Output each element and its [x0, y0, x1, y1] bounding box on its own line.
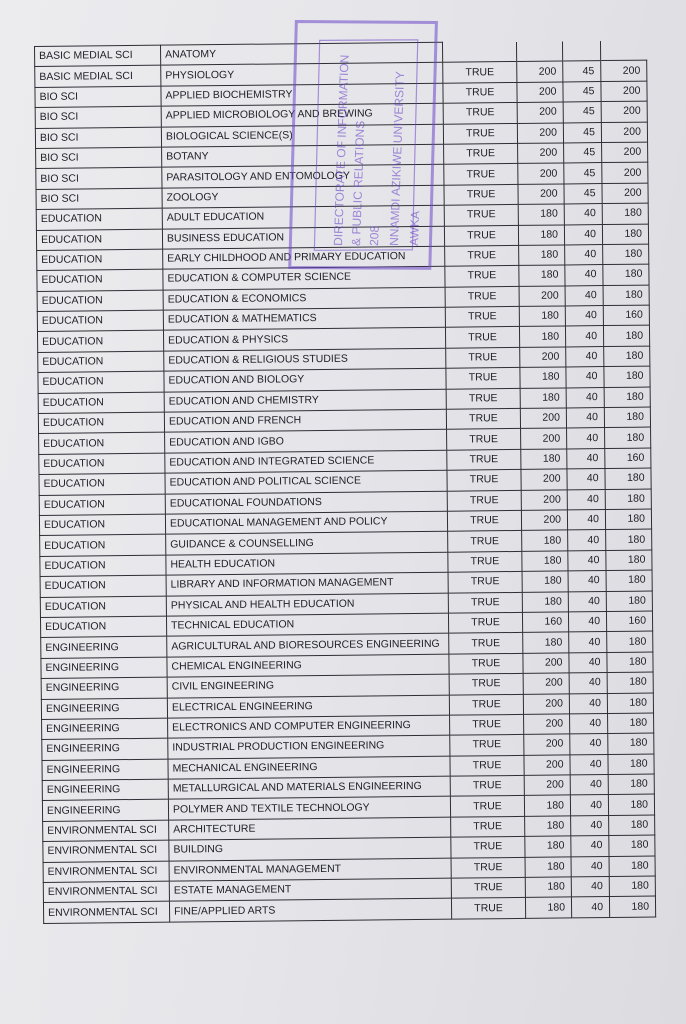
value-cell: 200: [519, 286, 565, 307]
stamp-text-line: NNAMDI AZIKIWE UNIVERSITY: [387, 71, 408, 247]
flag-cell: TRUE: [448, 612, 522, 633]
value-cell: 180: [604, 366, 650, 387]
value-cell: 200: [523, 673, 569, 694]
department-cell: EARLY CHILDHOOD AND PRIMARY EDUCATION: [163, 246, 445, 269]
department-cell: EDUCATION & COMPUTER SCIENCE: [163, 267, 445, 290]
flag-cell: TRUE: [443, 82, 517, 103]
flag-cell: TRUE: [449, 694, 523, 715]
value-cell: 40: [566, 408, 604, 429]
flag-cell: TRUE: [451, 877, 525, 898]
value-cell: 40: [570, 795, 608, 816]
faculty-cell: ENGINEERING: [42, 779, 168, 801]
value-cell: 200: [520, 408, 566, 429]
faculty-cell: ENGINEERING: [42, 800, 168, 822]
flag-cell: TRUE: [445, 307, 519, 328]
value-cell: 180: [606, 550, 652, 571]
faculty-cell: EDUCATION: [38, 392, 164, 414]
faculty-cell: BIO SCI: [36, 168, 162, 190]
value-cell: 45: [563, 61, 601, 82]
flag-cell: TRUE: [445, 286, 519, 307]
value-cell: 40: [570, 775, 608, 796]
flag-cell: TRUE: [444, 164, 518, 185]
faculty-cell: EDUCATION: [37, 249, 163, 271]
faculty-cell: ENVIRONMENTAL SCI: [43, 902, 169, 924]
value-cell: 40: [571, 877, 609, 898]
department-cell: HEALTH EDUCATION: [166, 552, 448, 575]
flag-cell: TRUE: [444, 205, 518, 226]
value-cell: 180: [608, 713, 654, 734]
value-cell: 40: [568, 571, 606, 592]
value-cell: 40: [567, 489, 605, 510]
value-cell: 180: [522, 530, 568, 551]
faculty-cell: EDUCATION: [38, 351, 164, 373]
value-cell: 40: [565, 265, 603, 286]
value-cell: 200: [517, 123, 563, 144]
value-cell: 200: [523, 693, 569, 714]
value-cell: 40: [567, 448, 605, 469]
faculty-cell: EDUCATION: [36, 229, 162, 251]
value-cell: 180: [522, 551, 568, 572]
flag-cell: TRUE: [447, 490, 521, 511]
value-cell: 180: [609, 896, 655, 917]
department-cell: INDUSTRIAL PRODUCTION ENGINEERING: [168, 735, 450, 758]
value-cell: 180: [523, 632, 569, 653]
value-cell: 200: [601, 81, 647, 102]
value-cell: 180: [520, 388, 566, 409]
faculty-cell: ENVIRONMENTAL SCI: [43, 881, 169, 903]
department-cell: BOTANY: [162, 144, 444, 167]
flag-cell: TRUE: [444, 143, 518, 164]
value-cell: 40: [571, 836, 609, 857]
value-cell: 40: [566, 367, 604, 388]
department-cell: TECHNICAL EDUCATION: [166, 613, 448, 636]
value-cell: 45: [563, 122, 601, 143]
value-cell: 200: [524, 775, 570, 796]
department-cell: PARASITOLOGY AND ENTOMOLOGY: [162, 165, 444, 188]
value-cell: 40: [568, 591, 606, 612]
value-cell: 200: [517, 82, 563, 103]
department-cell: EDUCATION AND CHEMISTRY: [164, 389, 446, 412]
department-cell: PHYSIOLOGY: [161, 63, 443, 86]
flag-cell: TRUE: [448, 551, 522, 572]
faculty-cell: ENGINEERING: [42, 738, 168, 760]
value-cell: 40: [567, 428, 605, 449]
faculty-cell: ENGINEERING: [41, 636, 167, 658]
department-cell: LIBRARY AND INFORMATION MANAGEMENT: [166, 572, 448, 595]
value-cell: 45: [564, 163, 602, 184]
value-cell: 200: [601, 60, 647, 81]
faculty-cell: EDUCATION: [37, 290, 163, 312]
value-cell: 180: [519, 326, 565, 347]
department-cell: BUILDING: [169, 837, 451, 860]
value-cell: 40: [571, 856, 609, 877]
value-cell: 180: [607, 693, 653, 714]
value-cell: 180: [609, 835, 655, 856]
value-cell: 180: [518, 224, 564, 245]
department-cell: ZOOLOGY: [162, 185, 444, 208]
department-cell: POLYMER AND TEXTILE TECHNOLOGY: [168, 797, 450, 820]
faculty-cell: BIO SCI: [36, 147, 162, 169]
value-cell: 200: [521, 428, 567, 449]
department-cell: ELECTRONICS AND COMPUTER ENGINEERING: [168, 715, 450, 738]
flag-cell: TRUE: [445, 266, 519, 287]
value-cell: 180: [603, 264, 649, 285]
value-cell: 160: [606, 611, 652, 632]
department-cell: AGRICULTURAL AND BIORESOURCES ENGINEERING: [167, 634, 449, 657]
value-cell: 40: [569, 673, 607, 694]
department-cell: EDUCATION & PHYSICS: [163, 328, 445, 351]
value-cell: 180: [605, 427, 651, 448]
department-cell: EDUCATION AND BIOLOGY: [164, 368, 446, 391]
value-cell: 180: [606, 570, 652, 591]
value-cell: 180: [608, 754, 654, 775]
value-cell: 200: [521, 510, 567, 531]
flag-cell: [442, 41, 516, 62]
value-cell: 180: [604, 387, 650, 408]
faculty-cell: EDUCATION: [37, 269, 163, 291]
faculty-cell: EDUCATION: [40, 616, 166, 638]
value-cell: 180: [519, 306, 565, 327]
department-cell: ARCHITECTURE: [169, 817, 451, 840]
value-cell: 180: [607, 652, 653, 673]
faculty-cell: EDUCATION: [40, 555, 166, 577]
value-cell: 180: [524, 795, 570, 816]
value-cell: 40: [570, 713, 608, 734]
department-cell: EDUCATIONAL FOUNDATIONS: [165, 491, 447, 514]
flag-cell: TRUE: [443, 62, 517, 83]
value-cell: 180: [608, 774, 654, 795]
value-cell: 180: [518, 204, 564, 225]
value-cell: 200: [520, 347, 566, 368]
value-cell: 200: [602, 162, 648, 183]
admission-table-wrapper: [34, 40, 655, 924]
department-cell: EDUCATION AND INTEGRATED SCIENCE: [165, 450, 447, 473]
faculty-cell: ENVIRONMENTAL SCI: [43, 861, 169, 883]
value-cell: 200: [524, 714, 570, 735]
value-cell: 180: [525, 857, 571, 878]
value-cell: 200: [601, 122, 647, 143]
value-cell: [516, 41, 562, 62]
stamp-text-line: & PUBLIC RELATIONS: [349, 120, 368, 247]
faculty-cell: BIO SCI: [35, 127, 161, 149]
stamp-text-line: AWKA: [407, 210, 423, 247]
flag-cell: TRUE: [450, 755, 524, 776]
flag-cell: TRUE: [448, 531, 522, 552]
faculty-cell: EDUCATION: [39, 514, 165, 536]
faculty-cell: ENGINEERING: [41, 677, 167, 699]
faculty-cell: ENVIRONMENTAL SCI: [43, 840, 169, 862]
value-cell: 180: [605, 509, 651, 530]
department-cell: MECHANICAL ENGINEERING: [168, 756, 450, 779]
value-cell: 160: [605, 448, 651, 469]
department-cell: EDUCATION AND POLITICAL SCIENCE: [165, 470, 447, 493]
value-cell: 200: [523, 653, 569, 674]
value-cell: 180: [606, 591, 652, 612]
value-cell: 40: [566, 346, 604, 367]
department-cell: APPLIED BIOCHEMISTRY: [161, 83, 443, 106]
value-cell: 180: [602, 224, 648, 245]
value-cell: 45: [564, 143, 602, 164]
value-cell: 40: [569, 632, 607, 653]
department-cell: APPLIED MICROBIOLOGY AND BREWING: [161, 103, 443, 126]
value-cell: 180: [608, 733, 654, 754]
flag-cell: TRUE: [444, 225, 518, 246]
value-cell: 180: [522, 591, 568, 612]
flag-cell: TRUE: [445, 327, 519, 348]
department-cell: ANATOMY: [160, 42, 442, 65]
value-cell: 40: [567, 510, 605, 531]
value-cell: 180: [603, 244, 649, 265]
flag-cell: TRUE: [443, 103, 517, 124]
faculty-cell: BASIC MEDIAL SCI: [35, 66, 161, 88]
flag-cell: TRUE: [451, 816, 525, 837]
department-cell: ESTATE MANAGEMENT: [169, 878, 451, 901]
flag-cell: TRUE: [449, 674, 523, 695]
faculty-cell: EDUCATION: [39, 453, 165, 475]
faculty-cell: EDUCATION: [40, 596, 166, 618]
value-cell: 180: [603, 326, 649, 347]
value-cell: 200: [517, 61, 563, 82]
value-cell: 180: [520, 367, 566, 388]
flag-cell: TRUE: [445, 245, 519, 266]
department-cell: ADULT EDUCATION: [162, 205, 444, 228]
flag-cell: TRUE: [446, 347, 520, 368]
admission-table: [34, 40, 656, 924]
flag-cell: TRUE: [451, 837, 525, 858]
flag-cell: TRUE: [451, 898, 525, 919]
value-cell: 180: [602, 203, 648, 224]
value-cell: 180: [607, 631, 653, 652]
department-cell: GUIDANCE & COUNSELLING: [166, 532, 448, 555]
value-cell: 40: [571, 897, 609, 918]
value-cell: 200: [518, 143, 564, 164]
flag-cell: TRUE: [446, 408, 520, 429]
department-cell: EDUCATION AND FRENCH: [164, 409, 446, 432]
faculty-cell: ENGINEERING: [42, 759, 168, 781]
value-cell: 180: [609, 856, 655, 877]
value-cell: 200: [518, 163, 564, 184]
value-cell: 180: [609, 876, 655, 897]
flag-cell: TRUE: [450, 714, 524, 735]
value-cell: 180: [519, 245, 565, 266]
department-cell: EDUCATION & MATHEMATICS: [163, 307, 445, 330]
value-cell: 180: [525, 877, 571, 898]
flag-cell: TRUE: [447, 510, 521, 531]
flag-cell: TRUE: [449, 633, 523, 654]
flag-cell: TRUE: [446, 388, 520, 409]
flag-cell: TRUE: [444, 184, 518, 205]
flag-cell: TRUE: [450, 796, 524, 817]
department-cell: BUSINESS EDUCATION: [162, 226, 444, 249]
department-cell: EDUCATION & RELIGIOUS STUDIES: [164, 348, 446, 371]
value-cell: 180: [525, 816, 571, 837]
value-cell: 45: [563, 81, 601, 102]
value-cell: 200: [524, 734, 570, 755]
faculty-cell: EDUCATION: [40, 575, 166, 597]
value-cell: 180: [606, 529, 652, 550]
value-cell: 40: [565, 306, 603, 327]
flag-cell: TRUE: [443, 123, 517, 144]
value-cell: 160: [603, 305, 649, 326]
value-cell: 40: [569, 652, 607, 673]
department-cell: EDUCATIONAL MANAGEMENT AND POLICY: [165, 511, 447, 534]
value-cell: 40: [566, 387, 604, 408]
value-cell: 200: [602, 142, 648, 163]
faculty-cell: ENVIRONMENTAL SCI: [43, 820, 169, 842]
faculty-cell: BIO SCI: [35, 86, 161, 108]
value-cell: 180: [608, 794, 654, 815]
value-cell: 200: [524, 755, 570, 776]
value-cell: 160: [522, 612, 568, 633]
department-cell: ENVIRONMENTAL MANAGEMENT: [169, 858, 451, 881]
department-cell: EDUCATION AND IGBO: [165, 430, 447, 453]
flag-cell: TRUE: [448, 572, 522, 593]
value-cell: 40: [565, 326, 603, 347]
flag-cell: TRUE: [447, 429, 521, 450]
value-cell: 40: [571, 815, 609, 836]
faculty-cell: EDUCATION: [39, 494, 165, 516]
flag-cell: TRUE: [448, 592, 522, 613]
value-cell: 45: [564, 183, 602, 204]
faculty-cell: EDUCATION: [39, 473, 165, 495]
department-cell: METALLURGICAL AND MATERIALS ENGINEERING: [168, 776, 450, 799]
value-cell: 180: [603, 285, 649, 306]
faculty-cell: BIO SCI: [35, 106, 161, 128]
value-cell: 180: [607, 672, 653, 693]
faculty-cell: EDUCATION: [38, 412, 164, 434]
value-cell: [562, 41, 600, 62]
faculty-cell: EDUCATION: [40, 535, 166, 557]
value-cell: 40: [564, 204, 602, 225]
value-cell: 180: [522, 571, 568, 592]
value-cell: 180: [604, 346, 650, 367]
value-cell: 180: [605, 489, 651, 510]
flag-cell: TRUE: [447, 470, 521, 491]
flag-cell: TRUE: [450, 735, 524, 756]
value-cell: 200: [521, 490, 567, 511]
flag-cell: TRUE: [446, 368, 520, 389]
value-cell: 180: [604, 407, 650, 428]
value-cell: 40: [564, 224, 602, 245]
flag-cell: TRUE: [451, 857, 525, 878]
admission-table-body: [35, 40, 656, 923]
value-cell: 40: [567, 469, 605, 490]
department-cell: EDUCATION & ECONOMICS: [163, 287, 445, 310]
value-cell: 180: [525, 897, 571, 918]
value-cell: 40: [570, 734, 608, 755]
value-cell: 180: [525, 836, 571, 857]
value-cell: 40: [568, 550, 606, 571]
value-cell: 200: [517, 102, 563, 123]
department-cell: BIOLOGICAL SCIENCE(S): [161, 124, 443, 147]
flag-cell: TRUE: [449, 653, 523, 674]
value-cell: 40: [568, 611, 606, 632]
faculty-cell: EDUCATION: [37, 310, 163, 332]
stamp-text-line: DIRECTORATE OF INFORMATION: [331, 54, 352, 247]
department-cell: PHYSICAL AND HEALTH EDUCATION: [166, 593, 448, 616]
value-cell: 40: [565, 244, 603, 265]
faculty-cell: EDUCATION: [37, 331, 163, 353]
value-cell: 40: [570, 754, 608, 775]
faculty-cell: ENGINEERING: [42, 718, 168, 740]
flag-cell: TRUE: [447, 449, 521, 470]
department-cell: CHEMICAL ENGINEERING: [167, 654, 449, 677]
faculty-cell: EDUCATION: [38, 371, 164, 393]
value-cell: [600, 40, 646, 61]
flag-cell: TRUE: [450, 775, 524, 796]
value-cell: 40: [569, 693, 607, 714]
faculty-cell: EDUCATION: [39, 433, 165, 455]
value-cell: 180: [609, 815, 655, 836]
value-cell: 180: [521, 449, 567, 470]
value-cell: 40: [568, 530, 606, 551]
value-cell: 200: [602, 183, 648, 204]
faculty-cell: ENGINEERING: [41, 698, 167, 720]
department-cell: FINE/APPLIED ARTS: [169, 899, 451, 922]
faculty-cell: EDUCATION: [36, 208, 162, 230]
value-cell: 180: [605, 468, 651, 489]
faculty-cell: ENGINEERING: [41, 657, 167, 679]
value-cell: 200: [521, 469, 567, 490]
stamp-text-line: 208: [367, 225, 382, 247]
value-cell: 200: [601, 101, 647, 122]
value-cell: 180: [519, 265, 565, 286]
department-cell: ELECTRICAL ENGINEERING: [167, 695, 449, 718]
value-cell: 45: [563, 102, 601, 123]
value-cell: 40: [565, 285, 603, 306]
department-cell: CIVIL ENGINEERING: [167, 674, 449, 697]
faculty-cell: BIO SCI: [36, 188, 162, 210]
faculty-cell: BASIC MEDIAL SCI: [35, 45, 161, 67]
value-cell: 200: [518, 184, 564, 205]
